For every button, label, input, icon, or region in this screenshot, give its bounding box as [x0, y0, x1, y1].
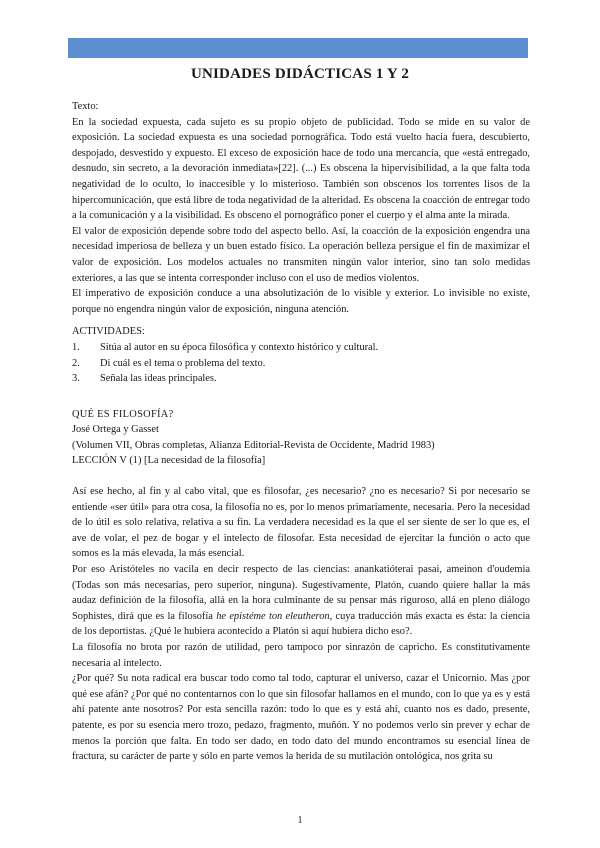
reading-paragraph-4: ¿Por qué? Su nota radical era buscar todo como tal todo, capturar el universo, cazar el Unicornio. Mas ¿por qué ese afán? ¿Por qué no contentarnos con lo que sin filosofar hallamos en el mundo, con lo que ya es y está ahí patente ante nosotros? Por esta sencilla razón: todo lo que es y está ahí, cuanto nos es dado, presente, patente, es por su esencia mero trozo, pedazo, fragmento, muñón. Y no podemos verlo sin prever y echar de menos la porción que falta. En todo ser dado, en todo dato del mundo encontramos su esencial línea de fractura, su carácter de parte y sólo en parte vemos la herida de su mutilación ontológica, nos grita su	[72, 673, 530, 763]
list-item-text: Di cuál es el tema o problema del texto.	[100, 357, 266, 369]
list-item-number: 1.	[72, 341, 80, 353]
actividades-list	[72, 340, 530, 387]
page-title: UNIDADES DIDÁCTICAS 1 Y 2	[190, 66, 410, 82]
page-number: 1	[297, 815, 303, 826]
reading-paragraph-3: La filosofía no brota por razón de utilidad, pero tampoco por sinrazón de capricho. Es constitutivamente necesaria al intelecto.	[72, 642, 530, 669]
document-body	[72, 99, 530, 765]
list-item-text: Señala las ideas principales.	[100, 373, 217, 385]
header-bar	[68, 38, 528, 58]
list-item-number: 3.	[72, 373, 80, 385]
reading-source: (Volumen VII, Obras completas, Alianza Editorial-Revista de Occidente, Madrid 1983)	[72, 439, 435, 451]
texto-paragraph-1: En la sociedad expuesta, cada sujeto es su propio objeto de publicidad. Todo se mide en su valor de exposición. La sociedad expuesta es una sociedad pornográfica. Todo está vuelto hacia fuera, descubierto, despojado, desvestido y expuesto. El exceso de exposición hace de todo una mercancía, que «está entregado, desnudo, sin secreto, a la devoración inmediata»[22]. (...) Es obscena la hipervisibilidad, a la que falta toda negatividad de lo oculto, lo inaccesible y lo misterioso. También son obscenos los torrentes lisos de la hipercomunicación, que está libre de toda negatividad de la alteridad. Es obscena la coacción de entregar todo a la comunicación y a la visibilidad. Es obsceno el pornográfico poner el cuerpo y el alma ante la mirada.	[72, 116, 530, 222]
greek-phrase: he epistéme ton eleutheron	[216, 610, 330, 622]
reading-paragraph-2	[72, 562, 530, 640]
reading-paragraph-2-end: , cuya traducción más exacta es ésta: la ciencia de los deportistas. ¿Qué le hubiera acontecido a Platón si aquí hubiera dicho eso?.	[72, 610, 530, 638]
reading-paragraph-1: Así ese hecho, al fin y al cabo vital, que es filosofar, ¿es necesario? ¿no es necesario? Si por necesario se entiende «ser útil» para otra cosa, la filosofía no es, por lo menos primariamente, necesaria. Pero la necesidad de lo útil es solo relativa, relativa a su fin. La verdadera necesidad es la que el ser siente de ser lo que es, el ave de volar, el pez de bogar y el intelecto de filosofar. Esta necesidad de ejercitar la función o acto que somos es la más elevada, la más esencial.	[72, 486, 530, 560]
list-item	[72, 371, 530, 387]
reading-lesson: LECCIÓN V (1) [La necesidad de la filosofía]	[72, 455, 266, 467]
texto-label: Texto:	[72, 101, 99, 112]
actividades-heading: ACTIVIDADES:	[72, 326, 145, 338]
list-item	[72, 356, 530, 372]
reading-author: José Ortega y Gasset	[72, 424, 159, 436]
texto-paragraph-3: El imperativo de exposición conduce a una absolutización de lo visible y exterior. Lo invisible no existe, porque no engendra ningún valor de exposición, ninguna atención.	[72, 288, 530, 315]
list-item	[72, 340, 530, 356]
list-item-number: 2.	[72, 357, 80, 369]
reading-heading: QUÉ ES FILOSOFÍA?	[72, 408, 174, 420]
texto-paragraph-2: El valor de exposición depende sobre todo del aspecto bello. Así, la coacción de la exposición engendra una necesidad imperiosa de belleza y un buen estado físico. La operación belleza persigue el fin de maximizar el valor de exposición. Los modelos actuales no transmiten ningún valor interior, sino tan solo medidas exteriores, a las que se intenta corresponder incluso con el uso de medios violentos.	[72, 225, 530, 284]
reading-paragraph-2-start: Por eso Aristóteles no vacila en decir respecto de las ciencias: anankatióterai pasai, ameinon d'oudemia (Todas son más necesarias, pero superior, ninguna). Sugestivamente, Platón, cuando quiere hallar la más audaz definición de la filosofía, allá en la hora culminante de su pensar más riguroso, allá en pleno diálogo Sophistes, dirá que es la filosofía	[72, 564, 530, 622]
list-item-text: Sitúa al autor en su época filosófica y contexto histórico y cultural.	[100, 341, 379, 353]
